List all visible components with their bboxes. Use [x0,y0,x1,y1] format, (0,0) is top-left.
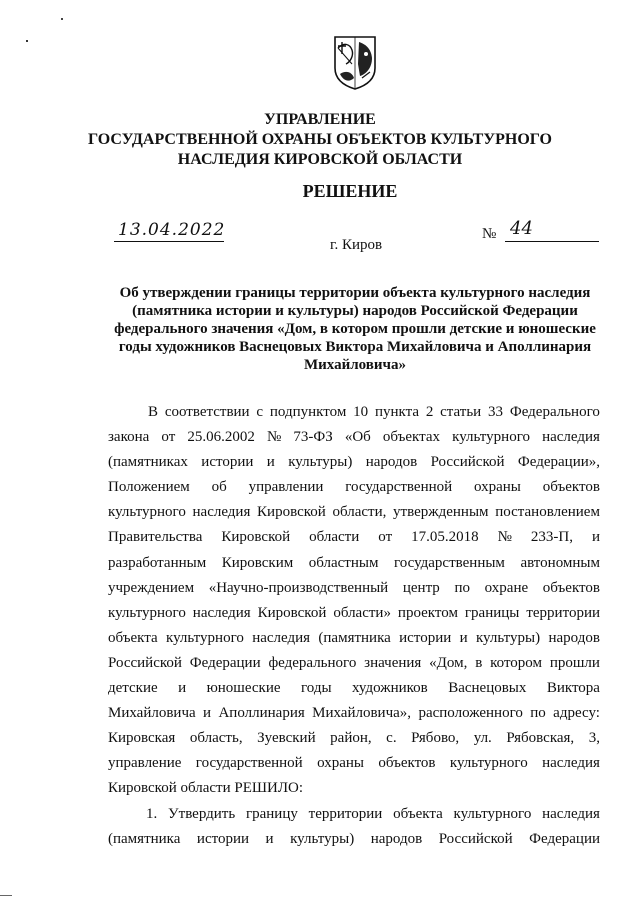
body-line [108,751,600,776]
body-line [108,626,600,651]
body-word: объектов [378,755,436,772]
body-word: 17.05.2018 [411,529,479,546]
body-word: государственной [345,479,453,496]
body-word: по [530,705,546,722]
body-word: Утвердить [168,805,236,822]
body-word: истории [201,454,254,471]
body-word: от [161,429,176,446]
body-word: и [591,529,600,546]
body-word: В [148,404,159,420]
body-word: Михайловича», [312,705,412,722]
body-word: культурного [449,755,528,772]
body-word: управление [108,755,182,772]
subject-line: Об утверждении границы территории объекта культурного наследия [119,285,591,301]
body-word: наследия [252,629,311,646]
body-word: наследия [542,805,600,822]
body-word: государственной [195,755,303,772]
body-word: области» [333,604,391,621]
body-word: об [211,479,227,496]
body-word: Михайловича [108,705,196,722]
body-word: объектах [382,429,441,446]
body-word: федерального [268,654,357,671]
body-word: «Дом, [429,654,468,671]
body-word: и [178,680,187,697]
body-word: областным [308,554,379,571]
body-line [108,701,600,726]
body-word: Кировской [257,604,327,621]
body-paragraph [108,400,600,852]
body-word: наследия [192,604,251,621]
body-word: истории [399,629,452,646]
body-word: культурного [108,504,186,521]
body-word: культурного [453,805,532,822]
body-word: Правительства [108,529,203,546]
subject-line: (памятника истории и культуры) народов Российской Федерации [132,303,578,319]
body-word: государственным [393,554,505,571]
body-word: постановлением [495,504,600,521]
body-line [108,651,600,676]
body-line [108,525,600,550]
body-line [108,802,600,827]
body-line [108,726,600,751]
body-word: утвержденным [393,504,489,521]
body-word: области [309,529,360,546]
body-word: от [378,529,393,546]
body-word: 73-ФЗ [293,429,333,446]
body-word: Российской [430,454,505,471]
scan-speck [26,40,28,42]
body-line [108,827,600,852]
scan-speck [61,18,63,20]
body-word: (памятниках [108,454,188,471]
agency-line: ГОСУДАРСТВЕННОЙ ОХРАНЫ ОБЪЕКТОВ КУЛЬТУРНОГО [88,131,552,148]
body-word: детские [108,680,158,697]
body-word: культурного [108,604,186,621]
body-word: наследия [192,504,251,521]
body-word: наследия [542,429,600,446]
body-word: художников [351,680,428,697]
body-word: 1. [146,805,158,822]
body-line [108,551,600,576]
body-word: области, [332,504,387,521]
body-word: расположенного [418,705,523,722]
body-line [108,450,600,475]
body-word: проектом [397,604,458,621]
body-word: котором [490,654,543,671]
body-word: Положением [108,479,190,496]
decision-date: 13.04.2022 [118,220,226,240]
body-word: объектов [542,579,600,596]
body-line [108,676,600,701]
body-word: область, [189,730,243,747]
body-word: наследия [542,755,600,772]
body-word: истории [196,830,250,847]
body-word: Рябово, [411,730,460,747]
body-word: объектов [542,479,600,496]
body-word: и [266,454,275,471]
body-word: автономным [520,554,600,571]
body-word: № [266,429,282,446]
body-word: 2 [425,404,434,420]
body-line [108,500,600,525]
body-word: подпунктом [269,404,347,420]
body-word: «Научно-производственный [208,579,389,596]
body-word: центр [402,579,440,596]
decision-number: 44 [510,218,533,239]
body-word: и [459,629,468,646]
body-word: территории [308,805,383,822]
body-line [108,776,600,801]
body-word: культуры) [475,629,541,646]
body-word: Кировской области РЕШИЛО: [108,780,304,797]
body-word: объекта [393,805,443,822]
body-word: (памятника [108,830,181,847]
body-word: народов [365,454,418,471]
body-word: соответствии [164,404,250,420]
scan-edge-mark [0,895,12,896]
body-word: с. [386,730,397,747]
body-word: № [497,529,512,546]
body-word: 25.06.2002 [187,429,255,446]
agency-name [60,110,580,170]
city: г. Киров [330,237,383,253]
body-word: в [475,654,483,671]
body-word: разработанным [108,554,207,571]
body-word: «Об [344,429,371,446]
body-word: Федерации [529,830,600,847]
body-word: Васнецовых [448,680,527,697]
body-word: народов [548,629,600,646]
body-word: народов [370,830,423,847]
body-word: охраны [474,479,521,496]
body-word: район, [330,730,372,747]
body-word: управлении [248,479,324,496]
body-word: границы [464,604,520,621]
body-word: Федерального [509,404,600,420]
body-word: Рябовская, [506,730,575,747]
body-word: Кировская [108,730,176,747]
body-word: 10 [353,404,369,420]
body-word: культуры) [288,454,353,471]
body-word: по [454,579,470,596]
body-word: годы [300,680,332,697]
body-word: культурного [452,429,530,446]
body-word: 233-П, [530,529,573,546]
body-word: Российской [108,654,182,671]
body-word: прошли [549,654,600,671]
body-word: учреждением [108,579,195,596]
body-line [108,475,600,500]
decision-title: РЕШЕНИЕ [302,181,398,201]
body-word: и [203,705,212,722]
body-word: Российской [438,830,513,847]
body-word: Федерации [189,654,261,671]
body-word: значения [364,654,422,671]
body-word: границу [245,805,298,822]
body-word: культурного [166,629,244,646]
body-word: 33 [488,404,504,420]
body-word: Федерации», [517,454,600,471]
agency-line: УПРАВЛЕНИЕ [264,111,376,128]
subject-heading [110,284,600,374]
subject-line: федерального значения «Дом, в котором прошли детские и юношеские [114,321,596,337]
body-word: Виктора [546,680,600,697]
body-word: культуры) [290,830,355,847]
body-word: закона [108,429,150,446]
body-word: Кировской [221,529,291,546]
body-word: юношеские [206,680,281,697]
body-word: Кировским [221,554,294,571]
body-word: Аполлинария [218,705,305,722]
number-label: № [482,226,497,242]
body-line [108,425,600,450]
body-word: пункта [374,404,419,420]
body-line [108,601,600,626]
subject-line: Михайловича» [304,357,406,373]
body-word: с [256,404,264,420]
body-word: объекта [108,629,158,646]
body-word: (памятника [318,629,391,646]
body-word: 3, [588,730,600,747]
body-line [108,400,600,425]
agency-line: НАСЛЕДИЯ КИРОВСКОЙ ОБЛАСТИ [177,151,463,168]
body-word: адресу: [553,705,600,722]
body-word: охраны [317,755,364,772]
body-word: территории [526,604,600,621]
body-word: статьи [440,404,482,420]
body-word: охране [484,579,529,596]
kirov-coat-of-arms-icon [332,34,378,90]
body-word: и [265,830,274,847]
body-word: ул. [473,730,492,747]
body-line [108,576,600,601]
body-word: Кировской [257,504,326,521]
body-word: Зуевский [257,730,316,747]
subject-line: годы художников Васнецовых Виктора Михайловича и Аполлинария [118,339,592,355]
